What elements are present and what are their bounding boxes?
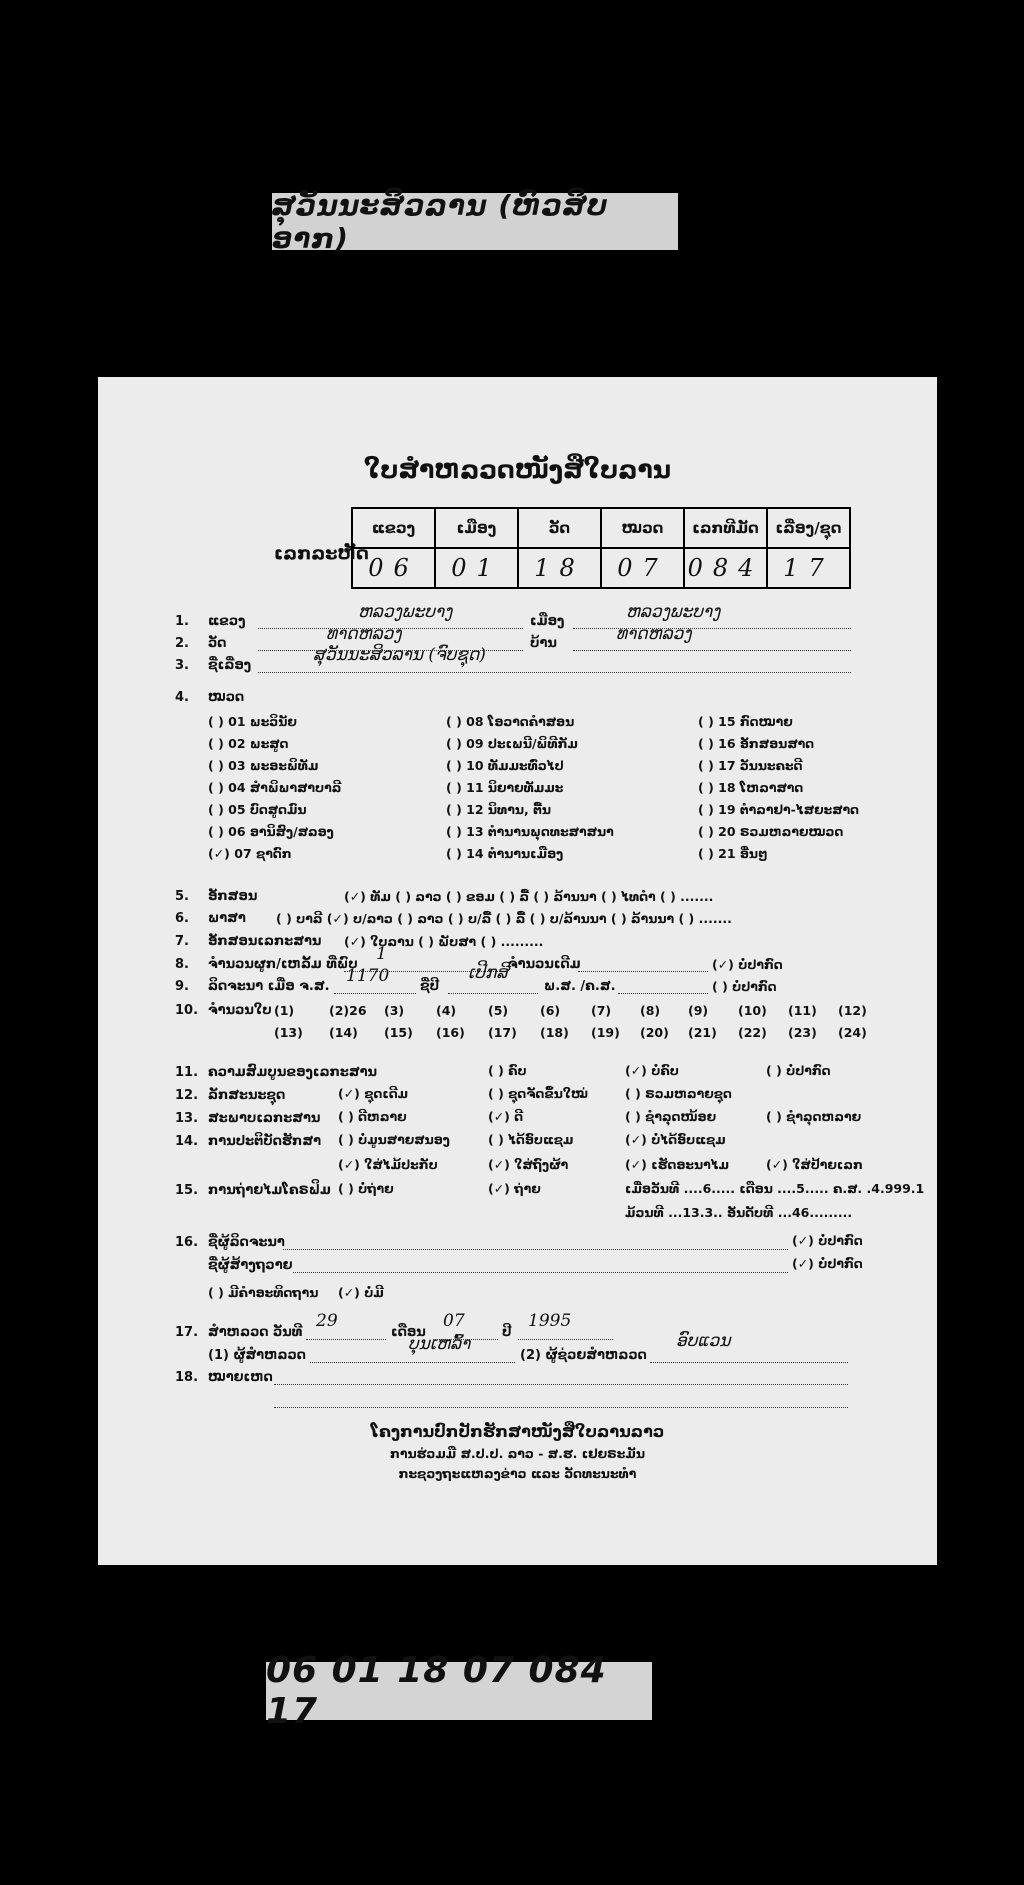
code-value: 17 (767, 548, 850, 588)
manuscript-title-value: ສຸວັນນະສິວລານ (ຈົບຊຸດ) (313, 645, 486, 665)
category-option: ( ) 01 ພະວິນັຍ (208, 714, 297, 729)
item-number: 18. (175, 1370, 199, 1385)
leaf-count-cell: (1) (274, 1003, 295, 1018)
item-number: 8. (175, 957, 189, 972)
category-option: ( ) 18 ໂຫລາສາດ (698, 780, 804, 795)
code-value: 084 (684, 548, 767, 588)
leaf-count-cell: (19) (591, 1025, 620, 1040)
script-label: ອັກສອນ (208, 889, 258, 904)
script-options: (✓) ທັມ ( ) ລາວ ( ) ຂອມ ( ) ລື້ ( ) ລ້ານນາ ( ) ໄທດຳ ( ) ....... (344, 889, 714, 904)
category-option: ( ) 04 ສຳພິພາສາບາລີ (208, 780, 342, 795)
colophon-option: ( ) ມີຄຳອະທິດຖານ (208, 1285, 319, 1300)
care-option: ( ) ບໍ່ມູນສາຍສນອງ (338, 1132, 450, 1147)
leaf-count-cell: (23) (788, 1025, 817, 1040)
item-number: 13. (175, 1111, 199, 1126)
colophon-option: (✓) ບໍ່ມີ (338, 1285, 384, 1300)
category-option: ( ) 10 ທັມມະທົ່ວໄປ (446, 758, 564, 773)
manuscript-title-label: ຊື່ເລື່ອງ (208, 658, 252, 673)
date-be-line (618, 979, 708, 994)
category-option: ( ) 21 ອື່ນໆ (698, 846, 768, 861)
microfilm-date: ເມື່ອວັນທີ ....6..... ເດືອນ ....5..... ຄ.ສ. .4.999.1 (625, 1181, 925, 1196)
survey-month: 07 (443, 1311, 465, 1331)
date-be-label: ພ.ສ. /ຄ.ສ. (544, 979, 616, 994)
completeness-option: ( ) ບໍ່ປາກົດ (766, 1063, 831, 1078)
item-number: 16. (175, 1235, 199, 1250)
leaf-count-cell: (20) (640, 1025, 669, 1040)
leaf-count-cell: (16) (436, 1025, 465, 1040)
language-label: ພາສາ (208, 911, 246, 926)
care-option: (✓) ເຮັດອະນາໄມ (625, 1157, 730, 1172)
item-number: 7. (175, 934, 189, 949)
leaf-count-cell: (24) (838, 1025, 867, 1040)
wat-label: ວັດ (208, 636, 227, 651)
bundles-label: ຈຳນວນຜູກ/ເຫລັ້ມ ທີ່ພົບ (208, 957, 358, 972)
microfilm-option: (✓) ຖ່າຍ (488, 1181, 541, 1196)
item-number: 11. (175, 1065, 199, 1080)
category-option: ( ) 08 ໂອວາດຄຳສອນ (446, 714, 575, 729)
care-option: (✓) ໃສ່ຖົງຜ້າ (488, 1157, 569, 1172)
leaf-count-cell: (9) (688, 1003, 709, 1018)
village-line (573, 636, 851, 651)
leaf-count-cell: (7) (591, 1003, 612, 1018)
characteristics-option: ( ) ຣວມຫລາຍຊຸດ (625, 1086, 732, 1101)
item-number: 5. (175, 889, 189, 904)
care-option: (✓) ບໍ່ໄດ້ອົບແຊມ (625, 1132, 726, 1147)
item-number: 3. (175, 658, 189, 673)
item-number: 10. (175, 1003, 199, 1018)
district-label: ເມືອງ (530, 614, 565, 629)
code-value: 18 (518, 548, 601, 588)
copyist-label: ຊື່ຜູ້ລິດຈະນາ (208, 1235, 285, 1250)
copyist-line (283, 1235, 788, 1250)
item-number: 6. (175, 911, 189, 926)
date-label: ລິດຈະນາ ເມື່ອ ຈ.ສ. (208, 979, 330, 994)
category-option: ( ) 15 ກົດໝາຍ (698, 714, 793, 729)
condition-label: ສະພາບເລກະສານ (208, 1111, 321, 1126)
code-value-row (352, 548, 850, 588)
leaf-count-cell: (22) (738, 1025, 767, 1040)
code-value: 06 (352, 548, 435, 588)
leaf-count-cell: (18) (540, 1025, 569, 1040)
leaf-count-cell: (17) (488, 1025, 517, 1040)
characteristics-label: ລັກສະນະຊຸດ (208, 1088, 286, 1103)
date-year-value: ເປີກສີ (468, 963, 509, 983)
form-title: ໃບສຳຫລວດໜັງສືໃບລານ (364, 455, 671, 484)
leaf-count-cell: (15) (384, 1025, 413, 1040)
leaf-count-cell: (2)26 (329, 1003, 367, 1018)
care-option: (✓) ໃສ່ປ້າຍເລກ (766, 1157, 863, 1172)
characteristics-option: ( ) ຊຸດຈັດຂຶ້ນໃໝ່ (488, 1086, 588, 1101)
category-option: ( ) 20 ຣວມຫລາຍໝວດ (698, 824, 844, 839)
care-label: ການປະຕິບັດຮັກສາ (208, 1134, 322, 1149)
village-value: ທາດຫລວງ (616, 624, 692, 644)
remarks-line (274, 1393, 848, 1408)
item-number: 17. (175, 1325, 199, 1340)
leaf-count-cell: (13) (274, 1025, 303, 1040)
survey-day: 29 (316, 1311, 338, 1331)
date-year-label: ຊື່ປີ (420, 979, 440, 994)
code-header: ແຂວງ (352, 508, 435, 548)
material-label: ອັກສອນເລກະສານ (208, 934, 322, 949)
care-option: ( ) ໄດ້ອົບແຊມ (488, 1132, 574, 1147)
survey-year-label: ປີ (502, 1325, 512, 1340)
leaf-count-cell: (5) (488, 1003, 509, 1018)
category-option-selected: (✓) 07 ຊາດົກ (208, 846, 292, 861)
district-value: ຫລວງພະບາງ (626, 602, 721, 622)
surveyor-label: (1) ຜູ້ສຳຫລວດ (208, 1348, 306, 1363)
surveyor-value: ບຸນເຫລົ້າ (408, 1334, 471, 1354)
code-table (351, 507, 851, 589)
sponsor-label: ຊື່ຜູ້ສ້າງຖວາຍ (208, 1258, 293, 1273)
characteristics-option: (✓) ຊຸດເດີມ (338, 1086, 409, 1101)
sponsor-option: (✓) ບໍ່ປາກົດ (792, 1256, 863, 1271)
microfilm-label: ການຖ່າຍໄມໂຄຣຟິມ (208, 1183, 331, 1198)
category-option: ( ) 16 ອັກສອນສາດ (698, 736, 815, 751)
category-option: ( ) 12 ນິທານ, ຕື້ນ (446, 802, 552, 817)
item-number: 14. (175, 1134, 199, 1149)
original-line (578, 957, 708, 972)
footer-line-1: ໂຄງການປົກປັກຮັກສາໜັງສືໃບລານລາວ (370, 1422, 665, 1441)
code-header: ເລກທີມັດ (684, 508, 767, 548)
survey-date-label: ສຳຫລວດ ວັນທີ (208, 1325, 303, 1340)
remarks-label: ໝາຍເຫດ (208, 1370, 273, 1385)
footer-line-2: ການຮ່ວມມື ສ.ປ.ປ. ລາວ - ສ.ຮ. ເຢຍຣະມັນ (390, 1446, 645, 1461)
code-header: ວັດ (518, 508, 601, 548)
item-number: 4. (175, 690, 189, 705)
category-option: ( ) 06 ອານິສົງ/ສລອງ (208, 824, 334, 839)
leaf-count-cell: (6) (540, 1003, 561, 1018)
province-value: ຫລວງພະບາງ (358, 602, 453, 622)
condition-option: (✓) ດີ (488, 1109, 524, 1124)
language-options: ( ) ບາລີ (✓) ບ/ລາວ ( ) ລາວ ( ) ບ/ລື້ ( ) ລື້ ( ) ບ/ລ້ານນາ ( ) ລ້ານນາ ( ) ....... (276, 911, 732, 926)
footer-line-3: ກະຊວງຖະແຫລງຂ່າວ ແລະ ວັດທະນະທຳ (398, 1466, 637, 1481)
copyist-option: (✓) ບໍ່ປາກົດ (792, 1233, 863, 1248)
microfilm-option: ( ) ບໍ່ຖ່າຍ (338, 1181, 394, 1196)
bundles-value: 1 (376, 944, 387, 964)
code-value: 01 (435, 548, 518, 588)
condition-option: ( ) ດີຫລາຍ (338, 1109, 407, 1124)
code-header: ເມືອງ (435, 508, 518, 548)
condition-option: ( ) ຊຳລຸດໜ້ອຍ (625, 1109, 717, 1124)
original-label: ຈຳນວນເດີມ (508, 957, 581, 972)
microfilm-roll: ມ້ວນທີ ...13.3.. ອັນດັບທີ ...46......... (625, 1205, 853, 1220)
completeness-label: ຄວາມສົມບູນຂອງເລກະສານ (208, 1065, 377, 1080)
category-option: ( ) 11 ນິຍາຍທັມມະ (446, 780, 564, 795)
survey-month-label: ເດືອນ (391, 1325, 426, 1340)
category-label: ໝວດ (208, 690, 245, 705)
category-option: ( ) 17 ວັນນະຄະດີ (698, 758, 803, 773)
code-value: 07 (601, 548, 684, 588)
survey-form-sheet (98, 377, 937, 1565)
category-option: ( ) 19 ຕຳລາຢາ-ໄສຍະສາດ (698, 802, 859, 817)
item-number: 15. (175, 1183, 199, 1198)
code-label: ເລກລະຫັດ (274, 543, 369, 564)
reference-number-card: 06 01 18 07 084 17 (266, 1662, 652, 1720)
leaves-label: ຈຳນວນໃບ (208, 1003, 272, 1018)
item-number: 1. (175, 614, 189, 629)
date-cs-value: 1170 (346, 966, 390, 986)
care-option: (✓) ໃສ່ໄມ້ປະກັບ (338, 1157, 438, 1172)
code-header-row (352, 508, 850, 548)
item-number: 2. (175, 636, 189, 651)
category-option: ( ) 02 ພະສູດ (208, 736, 289, 751)
date-option: ( ) ບໍ່ປາກົດ (712, 979, 777, 994)
condition-option: ( ) ຊຳລຸດຫລາຍ (766, 1109, 862, 1124)
original-option: (✓) ບໍ່ປາກົດ (712, 957, 783, 972)
survey-year: 1995 (528, 1311, 572, 1331)
leaf-count-cell: (8) (640, 1003, 661, 1018)
completeness-option: (✓) ບໍ່ຄົບ (625, 1063, 679, 1078)
code-header: ໝວດ (601, 508, 684, 548)
category-option: ( ) 14 ຕຳນານເມືອງ (446, 846, 564, 861)
village-label: ບ້ານ (530, 636, 557, 651)
leaf-count-cell: (10) (738, 1003, 767, 1018)
title-label-card: ສຸວັນນະສິວລານ (ຫົວສິບອາກ) (272, 193, 678, 250)
category-option: ( ) 05 ບົດສູດມົນ (208, 802, 307, 817)
wat-value: ທາດຫລວງ (326, 624, 402, 644)
category-option: ( ) 09 ປະເພນີ/ພິທີກັມ (446, 736, 578, 751)
assistant-value: ອົບແວນ (676, 1331, 731, 1351)
category-option: ( ) 13 ຕຳນານພຸດທະສາສນາ (446, 824, 614, 839)
province-label: ແຂວງ (208, 614, 246, 629)
code-header: ເລື່ອງ/ຊຸດ (767, 508, 850, 548)
leaf-count-cell: (3) (384, 1003, 405, 1018)
leaf-count-cell: (21) (688, 1025, 717, 1040)
sponsor-line (293, 1258, 788, 1273)
item-number: 12. (175, 1088, 199, 1103)
material-options: (✓) ໃບລານ ( ) ພັບສາ ( ) ......... (344, 934, 544, 949)
completeness-option: ( ) ຄົບ (488, 1063, 527, 1078)
remarks-line (274, 1370, 848, 1385)
leaf-count-cell: (14) (329, 1025, 358, 1040)
leaf-count-cell: (4) (436, 1003, 457, 1018)
leaf-count-cell: (11) (788, 1003, 817, 1018)
assistant-label: (2) ຜູ້ຊ່ວຍສຳຫລວດ (520, 1348, 647, 1363)
leaf-count-cell: (12) (838, 1003, 867, 1018)
item-number: 9. (175, 979, 189, 994)
category-option: ( ) 03 ພະອະພິທັມ (208, 758, 319, 773)
